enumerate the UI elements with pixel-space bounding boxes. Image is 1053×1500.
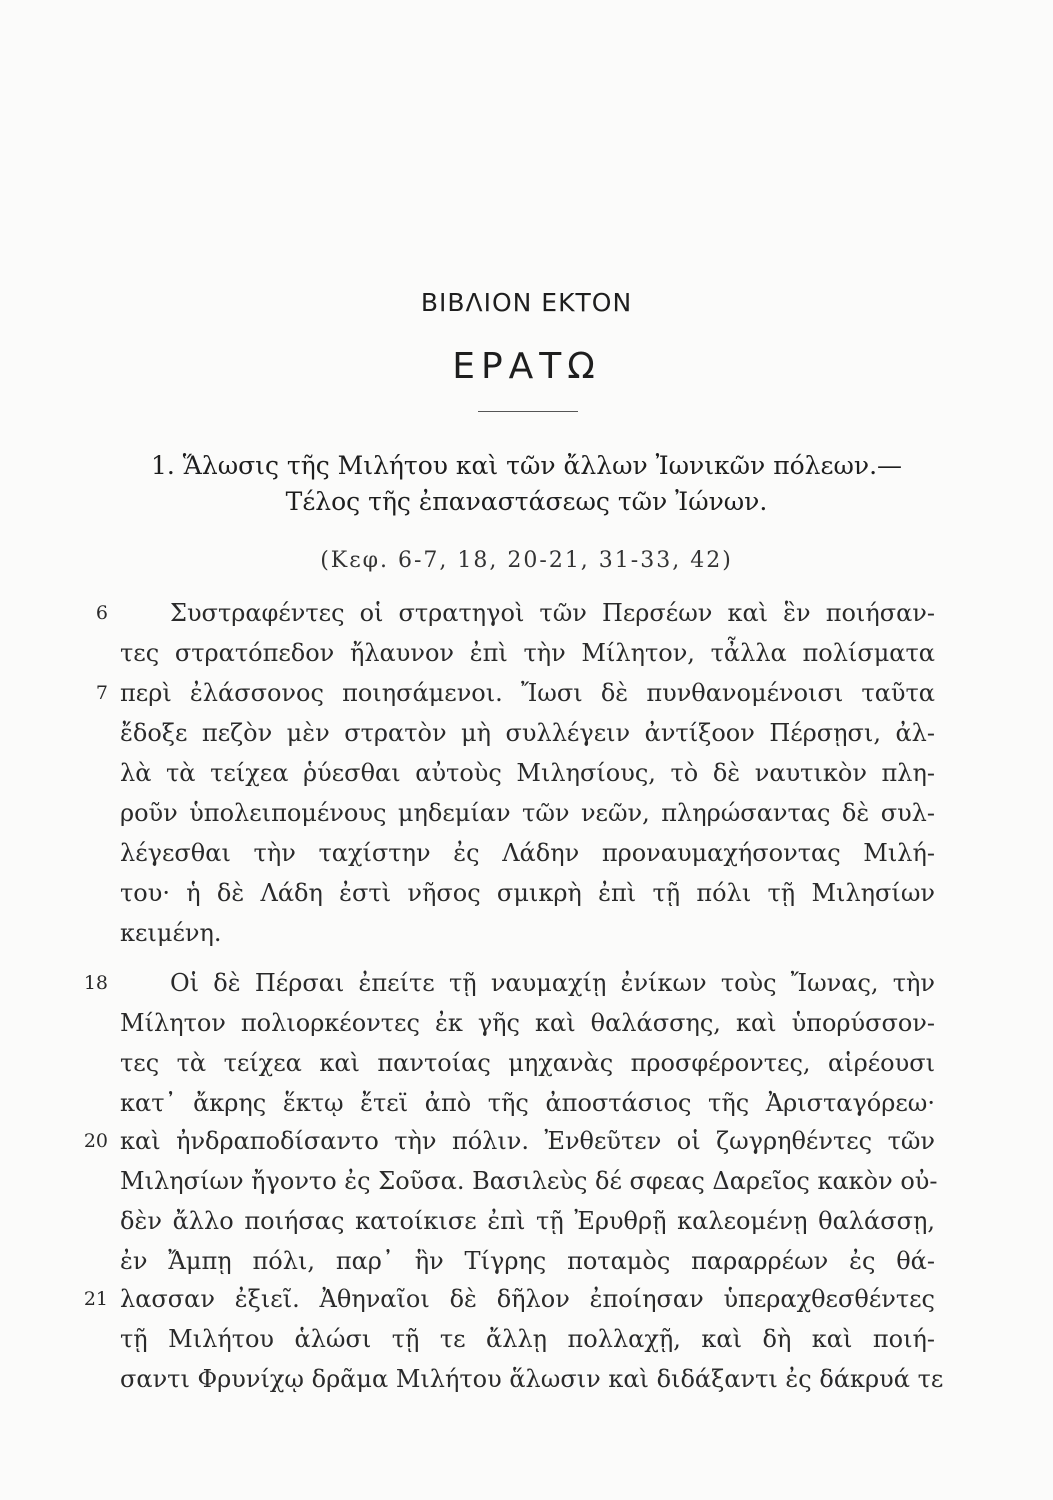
text-line: τες τὰ τείχεα καὶ παντοίας μηχανὰς προσφέροντες, αἱρέουσι bbox=[120, 1049, 935, 1077]
text-line: λασσαν ἐξιεῖ. Ἀθηναῖοι δὲ δῆλον ἐποίησαν ὑπεραχθεσθέντες bbox=[120, 1285, 935, 1313]
text-line: ροῦν ὑπολειπομένους μηδεμίαν τῶν νεῶν, πληρώσαντας δὲ συλ- bbox=[120, 799, 935, 827]
text-line: Οἱ δὲ Πέρσαι ἐπείτε τῇ ναυμαχίῃ ἐνίκων τοὺς Ἴωνας, τὴν bbox=[170, 969, 935, 997]
margin-number-6: 6 bbox=[95, 602, 108, 624]
margin-number-7: 7 bbox=[95, 682, 108, 704]
main-title: ΕΡΑΤΩ bbox=[452, 346, 601, 387]
text-line: λὰ τὰ τείχεα ῥύεσθαι αὐτοὺς Μιλησίους, τὸ δὲ ναυτικὸν πλη- bbox=[120, 759, 935, 787]
margin-number-21: 21 bbox=[83, 1288, 108, 1310]
text-line: τες στρατόπεδον ἤλαυνον ἐπὶ τὴν Μίλητον, τἆλλα πολίσματα bbox=[120, 639, 935, 667]
section-heading bbox=[0, 448, 1053, 520]
text-line: κειμένη. bbox=[120, 919, 222, 947]
text-line: τῇ Μιλήτου ἁλώσι τῇ τε ἄλλῃ πολλαχῇ, καὶ δὴ καὶ ποιή- bbox=[120, 1325, 935, 1353]
text-line: περὶ ἐλάσσονος ποιησάμενοι. Ἴωσι δὲ πυνθανομένοισι ταῦτα bbox=[120, 679, 935, 707]
text-line: ἐν Ἄμπῃ πόλι, παρ᾽ ἣν Τίγρης ποταμὸς παραρρέων ἐς θά- bbox=[120, 1247, 935, 1275]
margin-number-18: 18 bbox=[83, 972, 108, 994]
book-title: ΒΙΒΛΙΟΝ ΕΚΤΟΝ bbox=[420, 288, 633, 317]
title-divider bbox=[478, 411, 578, 412]
section-heading-line-2: Τέλος τῆς ἐπαναστάσεως τῶν Ἰώνων. bbox=[285, 487, 768, 516]
section-heading-line-1: 1. Ἅλωσις τῆς Μιλήτου καὶ τῶν ἄλλων Ἰωνικῶν πόλεων.— bbox=[150, 451, 903, 480]
text-line: λέγεσθαι τὴν ταχίστην ἐς Λάδην προναυμαχήσοντας Μιλή- bbox=[120, 839, 935, 867]
text-line: Μιλησίων ἤγοντο ἐς Σοῦσα. Βασιλεὺς δέ σφεας Δαρεῖος κακὸν οὐ- bbox=[120, 1167, 938, 1195]
text-line: ἔδοξε πεζὸν μὲν στρατὸν μὴ συλλέγειν ἀντίξοον Πέρσῃσι, ἀλ- bbox=[120, 719, 935, 747]
text-line: Μίλητον πολιορκέοντες ἐκ γῆς καὶ θαλάσσης, καὶ ὑπορύσσον- bbox=[120, 1009, 935, 1037]
margin-number-20: 20 bbox=[83, 1130, 108, 1152]
text-line: Συστραφέντες οἱ στρατηγοὶ τῶν Περσέων καὶ ἓν ποιήσαν- bbox=[170, 599, 935, 627]
text-line: σαντι Φρυνίχῳ δρᾶμα Μιλήτου ἅλωσιν καὶ διδάξαντι ἐς δάκρυά τε bbox=[120, 1365, 944, 1393]
chapter-reference: (Κεφ. 6-7, 18, 20-21, 31-33, 42) bbox=[320, 548, 733, 573]
text-line: καὶ ἠνδραποδίσαντο τὴν πόλιν. Ἐνθεῦτεν οἱ ζωγρηθέντες τῶν bbox=[120, 1127, 935, 1155]
text-line: δὲν ἄλλο ποιήσας κατοίκισε ἐπὶ τῇ Ἐρυθρῇ καλεομένῃ θαλάσσῃ, bbox=[120, 1207, 935, 1235]
text-line: του· ἡ δὲ Λάδη ἐστὶ νῆσος σμικρὴ ἐπὶ τῇ πόλι τῇ Μιλησίων bbox=[120, 879, 935, 907]
text-line: κατ᾽ ἄκρης ἕκτῳ ἔτεϊ ἀπὸ τῆς ἀποστάσιος τῆς Ἀρισταγόρεω· bbox=[120, 1089, 935, 1117]
